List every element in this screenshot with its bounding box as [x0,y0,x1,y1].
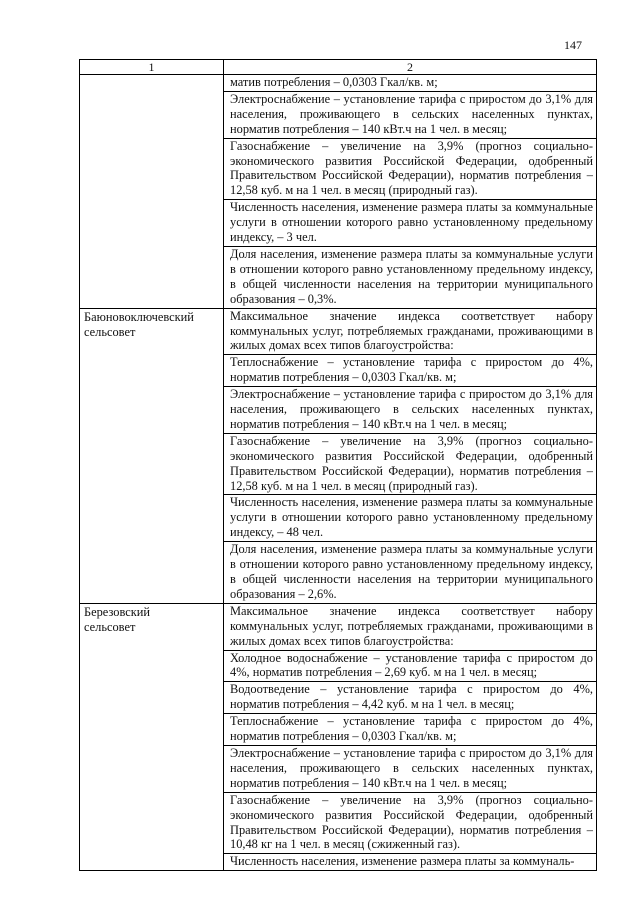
description-paragraph: Теплоснабжение – установление тарифа с приростом до 4%, норматив потребления – 0,0303 Гкал/кв. м; [224,713,596,745]
description-paragraph: Электроснабжение – установление тарифа с приростом до 3,1% для населения, проживающего в сельских населенных пунктах, норматив потребления – 140 кВт.ч на 1 чел. в месяц; [224,745,596,792]
index-description-cell [224,603,597,870]
description-paragraph: Холодное водоснабжение – установление тарифа с приростом до 4%, норматив потребления – 2,69 куб. м на 1 чел. в месяц; [224,650,596,682]
table-row [80,308,597,603]
document-table [79,59,597,871]
description-paragraph: матив потребления – 0,0303 Гкал/кв. м; [230,75,438,89]
index-description-cell [224,308,597,603]
municipality-name-line: Березовский [84,604,151,619]
description-paragraph: Численность населения, изменение размера платы за коммуналь- [224,853,596,870]
page-number: 147 [564,38,582,52]
description-paragraph: Численность населения, изменение размера платы за коммунальные услуги в отношении которого равно установленному предельному индексу, – 48 чел. [224,494,596,541]
description-paragraph: Максимальное значение индекса соответствует набору коммунальных услуг, потребляемых гражданами, проживающими в жилых домах всех типов благоустройства: [230,603,593,648]
table-header-row [80,60,597,75]
description-paragraph: Доля населения, изменение размера платы за коммунальные услуги в отношении которого равно установленному предельному индексу, в общей численности населения на территории муниципального образования – 2,6%. [224,541,596,603]
table-row [80,603,597,870]
description-paragraph: Теплоснабжение – установление тарифа с приростом до 4%, норматив потребления – 0,0303 Гкал/кв. м; [224,354,596,386]
column-header-2: 2 [224,60,597,75]
municipality-name-cell [80,308,224,603]
description-paragraph: Газоснабжение – увеличение на 3,9% (прогноз социально-экономического развития Российской Федерации, одобренный Правительством Российской Федерации), норматив потребления – 12,58 куб. м на 1 чел. в месяц (природный газ). [224,138,596,200]
description-paragraph: Газоснабжение – увеличение на 3,9% (прогноз социально-экономического развития Российской Федерации, одобренный Правительством Российской Федерации), норматив потребления – 10,48 кг на 1 чел. в месяц (сжиженный газ). [224,792,596,854]
description-paragraph: Водоотведение – установление тарифа с приростом до 4%, норматив потребления – 4,42 куб. м на 1 чел. в месяц; [224,681,596,713]
table-row [80,75,597,309]
description-paragraph: Газоснабжение – увеличение на 3,9% (прогноз социально-экономического развития Российской Федерации, одобренный Правительством Российской Федерации), норматив потребления – 12,58 куб. м на 1 чел. в месяц (природный газ). [224,433,596,495]
municipality-name-line: сельсовет [84,619,136,634]
description-paragraph: Доля населения, изменение размера платы за коммунальные услуги в отношении которого равно установленному предельному индексу, в общей численности населения на территории муниципального образования – 0,3%. [224,246,596,308]
municipality-name-cell [80,75,224,309]
index-description-cell [224,75,597,309]
description-paragraph: Численность населения, изменение размера платы за коммунальные услуги в отношении которого равно установленному предельному индексу, – 3 чел. [224,199,596,246]
municipality-name-line: сельсовет [84,324,136,339]
description-paragraph: Максимальное значение индекса соответствует набору коммунальных услуг, потребляемых гражданами, проживающими в жилых домах всех типов благоустройства: [230,308,593,353]
description-paragraph: Электроснабжение – установление тарифа с приростом до 3,1% для населения, проживающего в сельских населенных пунктах, норматив потребления – 140 кВт.ч на 1 чел. в месяц; [224,386,596,433]
municipality-name-cell [80,603,224,870]
description-paragraph: Электроснабжение – установление тарифа с приростом до 3,1% для населения, проживающего в сельских населенных пунктах, норматив потребления – 140 кВт.ч на 1 чел. в месяц; [224,91,596,138]
column-header-1: 1 [80,60,224,75]
municipality-name-line: Баюновоключевский [84,309,194,324]
